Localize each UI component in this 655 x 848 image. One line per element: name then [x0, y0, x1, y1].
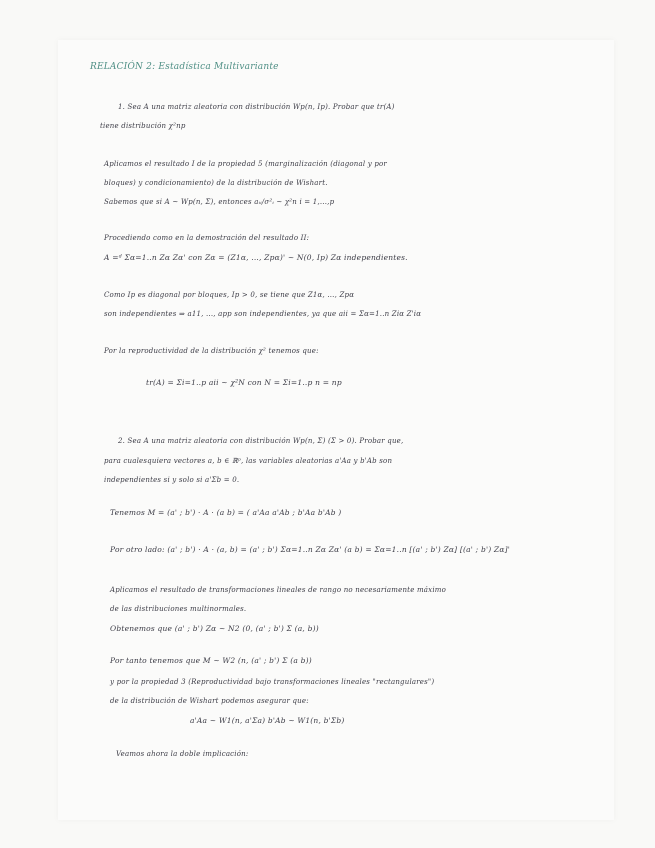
problem2-statement-line3: independientes si y solo si a'Σb = 0. [104, 476, 240, 484]
problem1-p3-line2: son independientes ⇒ a11, ..., app son independientes, ya que aii = Σα=1..n Ziα Z'iα [104, 310, 422, 318]
problem2-line-linear-transform-2: de las distribuciones multinormales. [110, 605, 247, 613]
problem1-p1-line1: Aplicamos el resultado I de la propiedad 5 (marginalización (diagonal y por [104, 160, 387, 168]
problem2-line-linear-transform-1: Aplicamos el resultado de transformaciones lineales de rango no necesariamente máximo [110, 586, 447, 594]
problem2-line-wishart-assert: de la distribución de Wishart podemos asegurar que: [110, 697, 309, 705]
problem1-p4-equation: tr(A) = Σi=1..p aii ~ χ²N con N = Σi=1..p n = np [146, 378, 342, 387]
problem1-statement-line2: tiene distribución χ²np [100, 122, 186, 130]
problem2-line-other-side: Por otro lado: (a' ; b') · A · (a, b) = (a' ; b') Σα=1..n Zα Zα' (a b) = Σα=1..n [(a' ; b') Zα] [(a' ; b') Zα]' [110, 545, 510, 554]
problem1-p4-line1: Por la reproductividad de la distribución χ² tenemos que: [104, 347, 319, 355]
problem2-line-double-implication: Veamos ahora la doble implicación: [116, 750, 249, 758]
problem2-statement-line2: para cualesquiera vectores a, b ∈ ℝᵖ, las variables aleatorias a'Aa y b'Ab son [104, 457, 393, 465]
problem1-statement-line1: 1. Sea A una matriz aleatoria con distribución Wp(n, Ip). Probar que tr(A) [118, 103, 395, 111]
problem2-line-obtain: Obtenemos que (a' ; b') Zα ~ N2 (0, (a' ; b') Σ (a, b)) [110, 624, 319, 633]
problem1-p2-line1: Procediendo como en la demostración del resultado II: [104, 234, 310, 242]
problem1-p3-line1: Como Ip es diagonal por bloques, Ip > 0, se tiene que Z1α, ..., Zpα [104, 291, 355, 299]
problem2-statement-line1: 2. Sea A una matriz aleatoria con distribución Wp(n, Σ) (Σ > 0). Probar que, [118, 437, 404, 445]
problem2-line-wishart-m: Por tanto tenemos que M ~ W2 (n, (a' ; b') Σ (a b)) [110, 656, 312, 665]
problem2-line-property3: y por la propiedad 3 (Reproductividad bajo transformaciones lineales "rectangulares") [110, 678, 435, 686]
document-title: RELACIÓN 2: Estadística Multivariante [90, 62, 279, 72]
problem2-line-matrix-m: Tenemos M = (a' ; b') · A · (a b) = ( a'Aa a'Ab ; b'Aa b'Ab ) [110, 508, 342, 517]
problem1-p1-line3: Sabemos que si A ~ Wp(n, Σ), entonces aᵢᵢ/σ²ᵢ ~ χ²n i = 1,...,p [104, 198, 335, 206]
problem1-p2-equation: A =ᵈ Σα=1..n Zα Zα' con Zα = (Z1α, ..., Zpα)' ~ N(0, Ip) Zα independientes. [104, 253, 408, 262]
problem1-p1-line2: bloques) y condicionamiento) de la distribución de Wishart. [104, 179, 328, 187]
problem2-line-marginals: a'Aa ~ W1(n, a'Σa) b'Ab ~ W1(n, b'Σb) [190, 716, 345, 725]
